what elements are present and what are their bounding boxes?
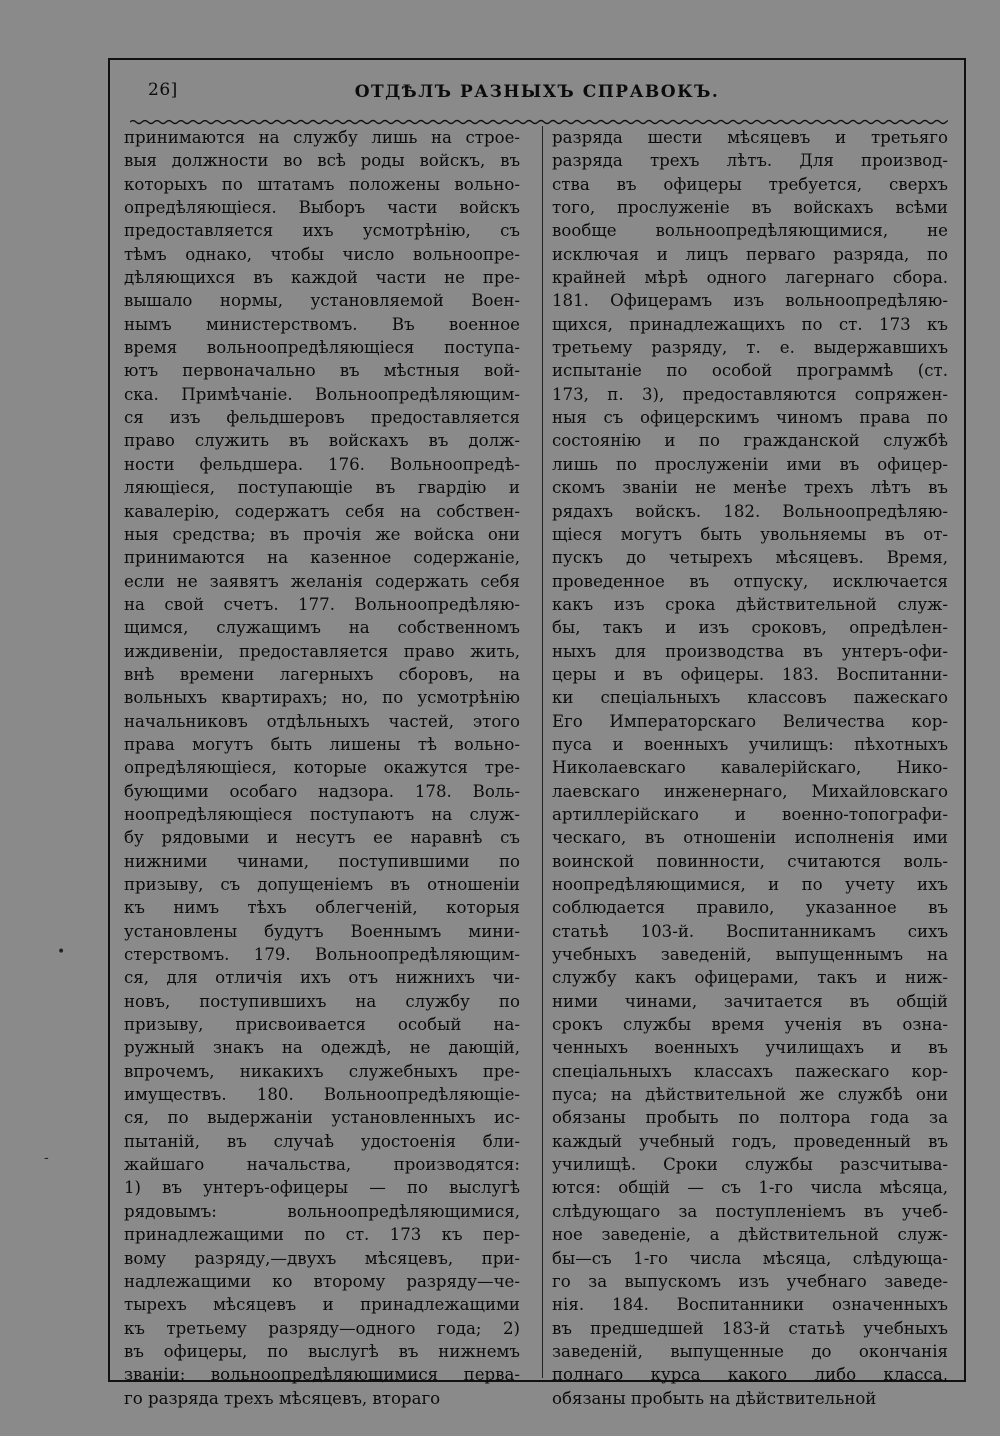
text-line: вообще вольноопредѣляющимися, не bbox=[552, 221, 948, 241]
text-line: ческаго, въ отношеніи исполненія ими bbox=[552, 828, 948, 848]
text-line: ное заведеніе, а дѣйствительной служ- bbox=[552, 1225, 948, 1245]
margin-speck: - bbox=[44, 1150, 49, 1166]
text-line: призыву, присвоивается особый на- bbox=[124, 1015, 520, 1035]
text-line: дѣляющихся въ каждой части не пре- bbox=[124, 268, 520, 288]
text-line: ютъ первоначально въ мѣстныя вой- bbox=[124, 361, 520, 381]
text-line: состоянію и по гражданской службѣ bbox=[552, 431, 948, 451]
text-line: бу рядовыми и несутъ ее наравнѣ съ bbox=[124, 828, 520, 848]
text-line: имуществъ. 180. Вольноопредѣляющіе- bbox=[124, 1085, 520, 1105]
text-line: бы, такъ и изъ сроковъ, опредѣлен- bbox=[552, 618, 948, 638]
text-line: Его Императорскаго Величества кор- bbox=[552, 711, 948, 731]
text-line: ноопредѣляющимися, и по учету ихъ bbox=[552, 875, 948, 894]
text-line: щихся, принадлежащихъ по ст. 173 къ bbox=[552, 314, 948, 334]
text-line: къ третьему разряду—одного года; 2) bbox=[124, 1318, 520, 1338]
margin-speck: • bbox=[57, 944, 66, 960]
text-line: въ предшедшей 183-й статьѣ учебныхъ bbox=[552, 1318, 948, 1338]
text-line: выя должности во всѣ роды войскъ, въ bbox=[124, 151, 520, 171]
text-line: ноопредѣляющіеся поступаютъ на служ- bbox=[124, 804, 520, 824]
wavy-rule bbox=[130, 118, 948, 126]
text-line: срокъ службы время ученія въ озна- bbox=[552, 1015, 948, 1035]
text-line: тырехъ мѣсяцевъ и принадлежащими bbox=[124, 1295, 520, 1315]
text-line: ства въ офицеры требуется, сверхъ bbox=[552, 174, 948, 194]
text-line: установлены будутъ Военнымъ мини- bbox=[124, 921, 520, 941]
text-line: вышало нормы, установляемой Воен- bbox=[124, 291, 520, 311]
text-line: которыхъ по штатамъ положены вольно- bbox=[124, 174, 520, 194]
text-line: новъ, поступившихъ на службу по bbox=[124, 991, 520, 1011]
text-line: церы и въ офицеры. 183. Воспитанни- bbox=[552, 664, 948, 684]
text-line: 1) въ унтеръ-офицеры — по выслугѣ bbox=[124, 1178, 520, 1198]
text-line: пытаній, въ случаѣ удостоенія бли- bbox=[124, 1131, 520, 1151]
text-line: крайней мѣрѣ одного лагернаго сбора. bbox=[552, 268, 948, 288]
text-line: принадлежащими по ст. 173 къ пер- bbox=[124, 1225, 520, 1245]
text-line: нымъ министерствомъ. Въ военное bbox=[124, 314, 520, 334]
text-line: ченныхъ военныхъ училищахъ и въ bbox=[552, 1038, 948, 1058]
text-line: какъ изъ срока дѣйствительной служ- bbox=[552, 594, 948, 614]
text-line: спеціальныхъ классахъ пажескаго кор- bbox=[552, 1061, 948, 1081]
text-line: учебныхъ заведеній, выпущеннымъ на bbox=[552, 945, 948, 965]
text-line: проведенное въ отпуску, исключается bbox=[552, 571, 948, 591]
text-line: рядовымъ: вольноопредѣляющимися, bbox=[124, 1201, 520, 1221]
text-line: обязаны пробыть по полтора года за bbox=[552, 1108, 948, 1128]
text-line: щимся, служащимъ на собственномъ bbox=[124, 618, 520, 638]
text-line: ности фельдшера. 176. Вольноопредѣ- bbox=[124, 454, 520, 474]
text-line: иждивеніи, предоставляется право жить, bbox=[124, 641, 520, 661]
text-line: лаевскаго инженернаго, Михайловскаго bbox=[552, 781, 948, 801]
text-line: рядахъ войскъ. 182. Вольноопредѣляю- bbox=[552, 501, 948, 521]
text-line: артиллерійскаго и военно-топографи- bbox=[552, 804, 948, 824]
text-line: каждый учебный годъ, проведенный въ bbox=[552, 1131, 948, 1151]
text-line: того, прослуженіе въ войскахъ всѣми bbox=[552, 198, 948, 218]
text-line: пускъ до четырехъ мѣсяцевъ. Время, bbox=[552, 548, 948, 568]
right-text-column bbox=[552, 126, 948, 1410]
text-line: вому разряду,—двухъ мѣсяцевъ, при- bbox=[124, 1248, 520, 1268]
text-line: опредѣляющіеся, которые окажутся тре- bbox=[124, 758, 520, 778]
text-line: предоставляется ихъ усмотрѣнію, съ bbox=[124, 221, 520, 241]
text-line: ки спеціальныхъ классовъ пажескаго bbox=[552, 688, 948, 708]
text-line: нія. 184. Воспитанники означенныхъ bbox=[552, 1295, 948, 1315]
text-line: воинской повинности, считаются воль- bbox=[552, 851, 948, 871]
text-line: внѣ времени лагерныхъ сборовъ, на bbox=[124, 664, 520, 684]
text-line: го разряда трехъ мѣсяцевъ, втораго bbox=[124, 1388, 441, 1408]
text-line: стерствомъ. 179. Вольноопредѣляющим- bbox=[124, 945, 520, 965]
text-line: опредѣляющіеся. Выборъ части войскъ bbox=[124, 198, 520, 218]
text-line: разряда трехъ лѣтъ. Для производ- bbox=[552, 151, 948, 171]
text-line: скомъ званіи не менѣе трехъ лѣтъ въ bbox=[552, 478, 948, 498]
text-line: ся, для отличія ихъ отъ нижнихъ чи- bbox=[124, 968, 520, 988]
text-line: право служить въ войскахъ въ долж- bbox=[124, 431, 520, 451]
column-divider bbox=[542, 126, 543, 1378]
text-line: принимаются на казенное содержаніе, bbox=[124, 548, 520, 568]
text-line: службу какъ офицерами, такъ и ниж- bbox=[552, 968, 948, 988]
left-text-column bbox=[124, 126, 520, 1410]
text-line: ныхъ для производства въ унтеръ-офи- bbox=[552, 641, 948, 661]
text-line: вольныхъ квартирахъ; но, по усмотрѣнію bbox=[124, 688, 520, 708]
text-line: разряда шести мѣсяцевъ и третьяго bbox=[552, 128, 948, 147]
text-line: ныя средства; въ прочія же войска они bbox=[124, 524, 520, 544]
text-line: ска. Примѣчаніе. Вольноопредѣляющим- bbox=[124, 384, 520, 404]
text-line: го за выпускомъ изъ учебнаго заведе- bbox=[552, 1271, 948, 1291]
text-line: ляющіеся, поступающіе въ гвардію и bbox=[124, 478, 520, 498]
text-line: соблюдается правило, указанное въ bbox=[552, 898, 948, 918]
text-line: на свой счетъ. 177. Вольноопредѣляю- bbox=[124, 594, 520, 614]
text-line: нижними чинами, поступившими по bbox=[124, 851, 520, 871]
text-line: права могутъ быть лишены тѣ вольно- bbox=[124, 734, 520, 754]
text-line: призыву, съ допущеніемъ въ отношеніи bbox=[124, 875, 520, 894]
text-line: ружный знакъ на одеждѣ, не дающій, bbox=[124, 1038, 520, 1058]
running-title: ОТДѢЛЪ РАЗНЫХЪ СПРАВОКЪ. bbox=[354, 82, 720, 102]
text-line: бы—съ 1-го числа мѣсяца, слѣдующа- bbox=[552, 1248, 948, 1268]
text-line: время вольноопредѣляющіеся поступа- bbox=[124, 338, 520, 358]
text-line: щіеся могутъ быть увольняемы въ от- bbox=[552, 524, 948, 544]
text-line: надлежащими ко второму разряду—че- bbox=[124, 1271, 520, 1291]
text-line: начальниковъ отдѣльныхъ частей, этого bbox=[124, 711, 520, 731]
text-line: 173, п. 3), предоставляются сопряжен- bbox=[552, 384, 948, 404]
text-line: въ офицеры, по выслугѣ въ нижнемъ bbox=[124, 1341, 520, 1361]
text-line: обязаны пробыть на дѣйствительной bbox=[552, 1388, 877, 1408]
text-line: училищѣ. Сроки службы разсчитыва- bbox=[552, 1155, 948, 1175]
text-line: слѣдующаго за поступленіемъ въ учеб- bbox=[552, 1201, 948, 1221]
text-line: впрочемъ, никакихъ служебныхъ пре- bbox=[124, 1061, 520, 1081]
text-line: тѣмъ однако, чтобы число вольноопре- bbox=[124, 244, 520, 264]
text-line: лишь по прослуженіи ими въ офицер- bbox=[552, 454, 948, 474]
text-line: ся изъ фельдшеровъ предоставляется bbox=[124, 408, 520, 428]
text-line: ются: общій — съ 1-го числа мѣсяца, bbox=[552, 1178, 948, 1198]
page-number: 26] bbox=[148, 80, 178, 100]
page-header bbox=[110, 60, 964, 124]
text-line: къ нимъ тѣхъ облегченій, которыя bbox=[124, 898, 520, 918]
text-line: кавалерію, содержатъ себя на собствен- bbox=[124, 501, 520, 521]
text-line: жайшаго начальства, производятся: bbox=[124, 1155, 520, 1175]
text-line: третьему разряду, т. е. выдержавшихъ bbox=[552, 338, 948, 358]
text-line: если не заявятъ желанія содержать себя bbox=[124, 571, 520, 591]
book-page bbox=[108, 58, 966, 1408]
text-line: ся, по выдержаніи установленныхъ ис- bbox=[124, 1108, 520, 1128]
text-line: ними чинами, зачитается въ общій bbox=[552, 991, 948, 1011]
text-line: исключая и лицъ перваго разряда, по bbox=[552, 244, 948, 264]
text-line: заведеній, выпущенные до окончанія bbox=[552, 1341, 948, 1361]
text-line: пуса и военныхъ училищъ: пѣхотныхъ bbox=[552, 734, 948, 754]
text-line: Николаевскаго кавалерійскаго, Нико- bbox=[552, 758, 948, 778]
text-line: статьѣ 103-й. Воспитанникамъ сихъ bbox=[552, 921, 948, 941]
text-line: 181. Офицерамъ изъ вольноопредѣляю- bbox=[552, 291, 948, 311]
text-line: принимаются на службу лишь на строе- bbox=[124, 128, 520, 147]
text-line: званіи: вольноопредѣляющимися перва- bbox=[124, 1365, 520, 1385]
text-line: полнаго курса какого либо класса, bbox=[552, 1365, 948, 1385]
text-line: бующими особаго надзора. 178. Воль- bbox=[124, 781, 520, 801]
text-line: ныя съ офицерскимъ чиномъ права по bbox=[552, 408, 948, 428]
text-line: пуса; на дѣйствительной же службѣ они bbox=[552, 1085, 948, 1105]
text-line: испытаніе по особой программѣ (ст. bbox=[552, 361, 948, 381]
